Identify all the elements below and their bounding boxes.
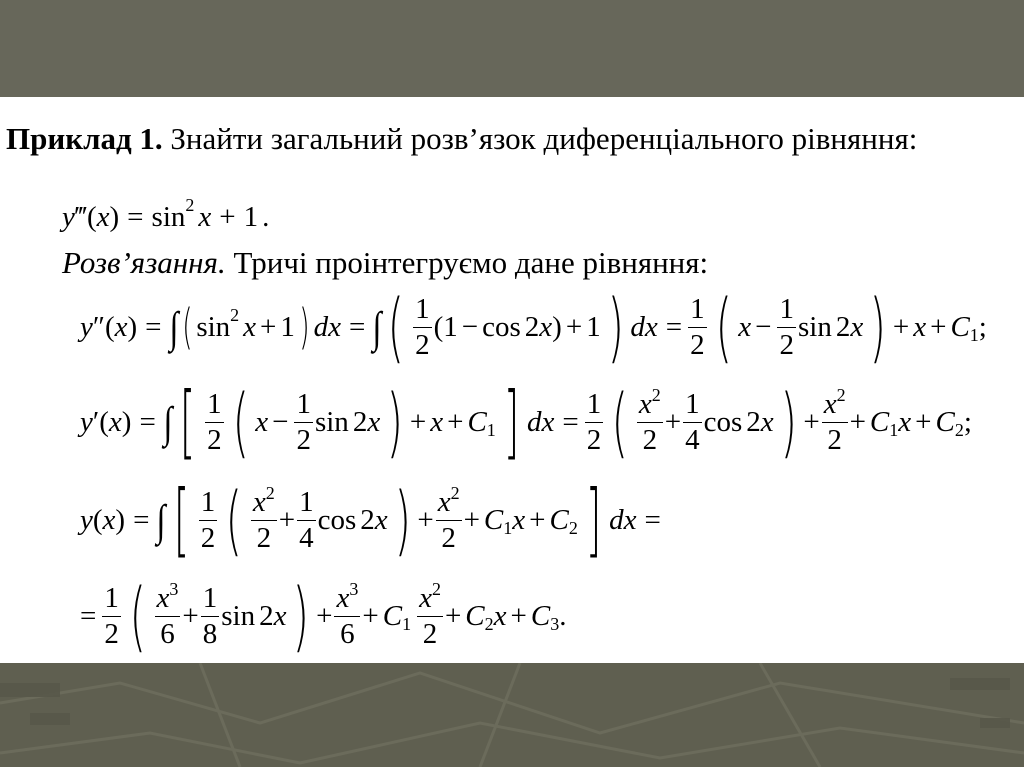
- solution-text: Тричі проінтегруємо дане рівняння:: [233, 245, 709, 280]
- given-equation: y ‴( x ) = sin 2 x + 1 .: [62, 195, 270, 233]
- solution-label: Розв’язання.: [62, 245, 226, 280]
- example-text: Знайти загальний розв’язок диференціального рівняння:: [170, 121, 918, 156]
- example-heading: [6, 119, 1014, 159]
- step-1-equation: y ″( x ) = ∫ ( sin 2 x + 1 ) dx = ∫ ( $\frac{1}{2}$ (1 − cos 2 x ) + 1 ) dx = $\frac{1}{2}$ ( x − $\frac{1}{2}$ sin 2 x ) + x + C 1 ;: [80, 282, 987, 371]
- example-label: Приклад 1.: [6, 121, 163, 156]
- decorative-pattern: [0, 663, 1024, 767]
- step-4-equation: = $\frac{1}{2}$ ( $\frac{x^3}{6}$ + $\frac{1}{8}$ sin 2 x ) + $\frac{x^3}{6}$ + C 1 $\frac{x^2}{2}$ + C 2 x + C 3 .: [80, 571, 567, 660]
- step-3-equation: y ( x ) = ∫ [ $\frac{1}{2}$ ( $\frac{x^2}{2}$ + $\frac{1}{4}$ cos 2 x ) + $\frac{x^2}{2}$ + C 1 x + C 2 ] dx =: [80, 473, 661, 566]
- step-2-equation: y ′( x ) = ∫ [ $\frac{1}{2}$ ( x − $\frac{1}{2}$ sin 2 x ) + x + C 1 ] dx = $\frac{1}{2}$ ( $\frac{x^2}{2}$ + $\frac{1}{4}$ cos 2 x ) + $\frac{x^2}{2}$ + C 1 x + C 2 ;: [80, 375, 972, 468]
- top-frame-band: [0, 0, 1024, 97]
- slide-content: [0, 97, 1024, 663]
- bottom-frame-band: [0, 663, 1024, 767]
- solution-line: [62, 245, 708, 281]
